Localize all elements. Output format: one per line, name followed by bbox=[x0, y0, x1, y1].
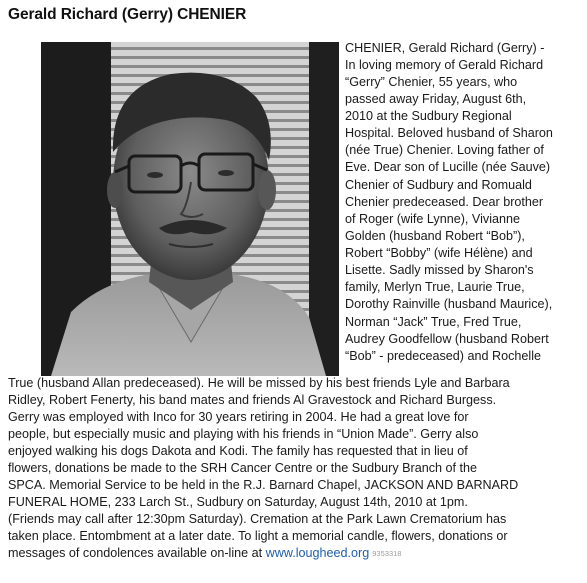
obituary-last-line bbox=[8, 545, 401, 562]
obituary-line: family, Merlyn True, Laurie True, bbox=[345, 280, 525, 294]
reference-number: 9353318 bbox=[372, 549, 402, 558]
obituary-line: In loving memory of Gerald Richard bbox=[345, 58, 544, 72]
obituary-line: (née True) Chenier. Loving father of bbox=[345, 143, 544, 157]
obituary-line: Lisette. Sadly missed by Sharon's bbox=[345, 263, 534, 277]
obituary-line: passed away Friday, August 6th, bbox=[345, 92, 527, 106]
obituary-line: “Bob” - predeceased) and Rochelle bbox=[345, 349, 542, 363]
website-link[interactable]: www.lougheed.org bbox=[265, 546, 370, 560]
obituary-line: of Roger (wife Lynne), Vivianne bbox=[345, 212, 521, 226]
obituary-line: flowers, donations be made to the SRH Cancer Centre or the Sudbury Branch of the bbox=[8, 461, 478, 475]
obituary-line: taken place. Entombment at a later date. To light a memorial candle, flowers, donations or bbox=[8, 529, 508, 543]
obituary-line: (Friends may call after 12:30pm Saturday). Cremation at the Park Lawn Crematorium has bbox=[8, 512, 507, 526]
headline: Gerald Richard (Gerry) CHENIER bbox=[8, 6, 247, 23]
obituary-line: 2010 at the Sudbury Regional bbox=[345, 109, 512, 123]
obituary-line: Golden (husband Robert “Bob”), bbox=[345, 229, 525, 243]
obituary-line: FUNERAL HOME, 233 Larch St., Sudbury on Saturday, August 14th, 2010 at 1pm. bbox=[8, 495, 468, 509]
obituary-line: Robert “Bobby” (wife Hélène) and bbox=[345, 246, 533, 260]
obituary-line: Ridley, Robert Fenerty, his band mates and friends Al Gravestock and Richard Burgess. bbox=[8, 393, 497, 407]
obituary-line: SPCA. Memorial Service to be held in the R.J. Barnard Chapel, JACKSON AND BARNARD bbox=[8, 478, 519, 492]
obituary-line: messages of condolences available on-line at bbox=[8, 546, 263, 560]
obituary-line: Chenier predeceased. Dear brother bbox=[345, 195, 544, 209]
obituary-line: people, but especially music and playing with his friends in “Union Made”. Gerry also bbox=[8, 427, 479, 441]
obituary-line: CHENIER, Gerald Richard (Gerry) - bbox=[345, 41, 545, 55]
obituary-line: Hospital. Beloved husband of Sharon bbox=[345, 126, 553, 140]
obituary-line: “Gerry” Chenier, 55 years, who bbox=[345, 75, 518, 89]
obituary-line: enjoyed walking his dogs Dakota and Kodi. The family has requested that in lieu of bbox=[8, 444, 468, 458]
obituary-line: Norman “Jack” True, Fred True, bbox=[345, 315, 522, 329]
obituary-line: Eve. Dear son of Lucille (née Sauve) bbox=[345, 160, 551, 174]
obituary-line: True (husband Allan predeceased). He will be missed by his best friends Lyle and Barbara bbox=[8, 376, 510, 390]
obituary-line: Audrey Goodfellow (husband Robert bbox=[345, 332, 549, 346]
obituary-line: Gerry was employed with Inco for 30 years retiring in 2004. He had a great love for bbox=[8, 410, 469, 424]
obituary-line: Chenier of Sudbury and Romuald bbox=[345, 178, 532, 192]
obituary-line: Dorothy Rainville (husband Maurice), bbox=[345, 297, 553, 311]
